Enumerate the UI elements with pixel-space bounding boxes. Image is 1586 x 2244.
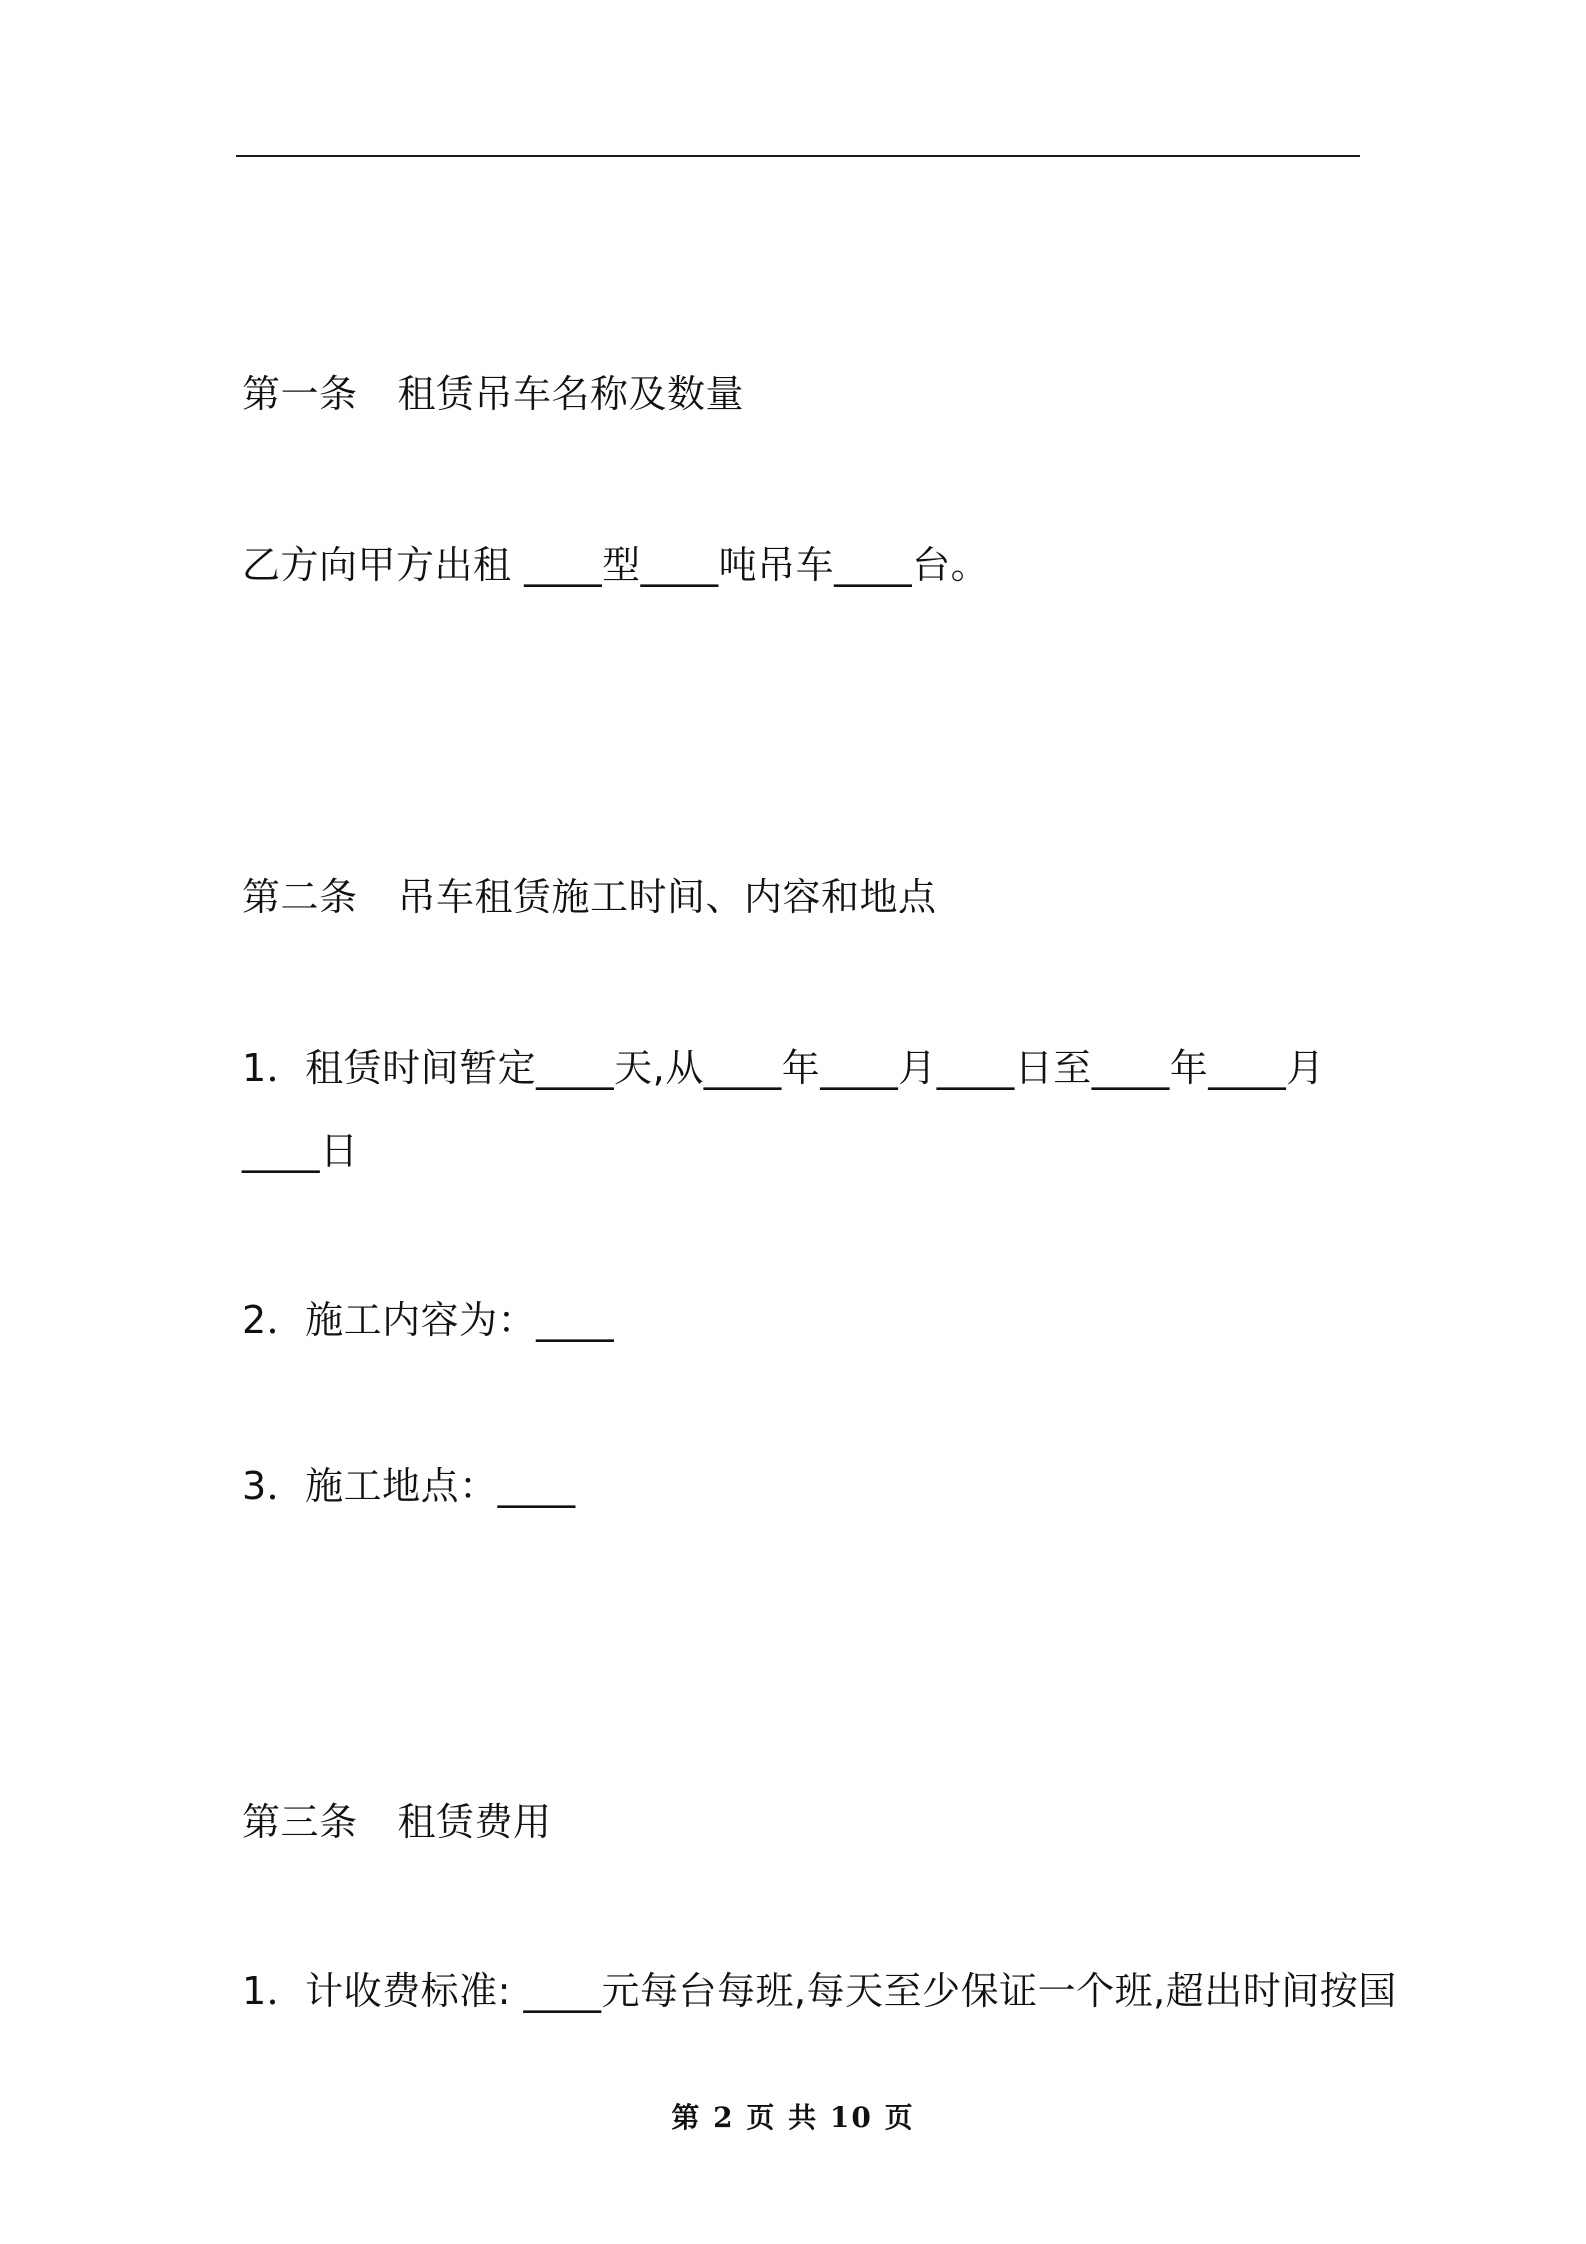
page-number-footer: 第 2 页 共 10 页: [671, 2101, 915, 2134]
header-rule: [236, 155, 1360, 157]
article-2-number: 第二条: [242, 875, 358, 919]
article-3-item-1: 1．计收费标准: ____元每台每班,每天至少保证一个班,超出时间按国: [242, 1969, 1397, 2013]
article-1-heading: [242, 369, 744, 419]
article-2-item-1-line-2: ____日: [242, 1129, 359, 1173]
article-2-item-3: 3．施工地点：____: [242, 1464, 576, 1508]
article-3-heading: [242, 1797, 552, 1847]
article-2-title: 吊车租赁施工时间、内容和地点: [397, 875, 937, 919]
article-2-item-1-line-1: 1．租赁时间暂定____天,从____年____月____日至____年____月: [242, 1046, 1325, 1090]
article-3-title: 租赁费用: [397, 1800, 552, 1844]
article-3-number: 第三条: [242, 1800, 358, 1844]
article-2-item-2: 2．施工内容为：____: [242, 1298, 615, 1342]
article-1-number: 第一条: [242, 372, 358, 416]
article-1-title: 租赁吊车名称及数量: [397, 372, 745, 416]
article-2-heading: [242, 872, 937, 922]
article-1-body: 乙方向甲方出租 ____型____吨吊车____台。: [242, 543, 990, 587]
